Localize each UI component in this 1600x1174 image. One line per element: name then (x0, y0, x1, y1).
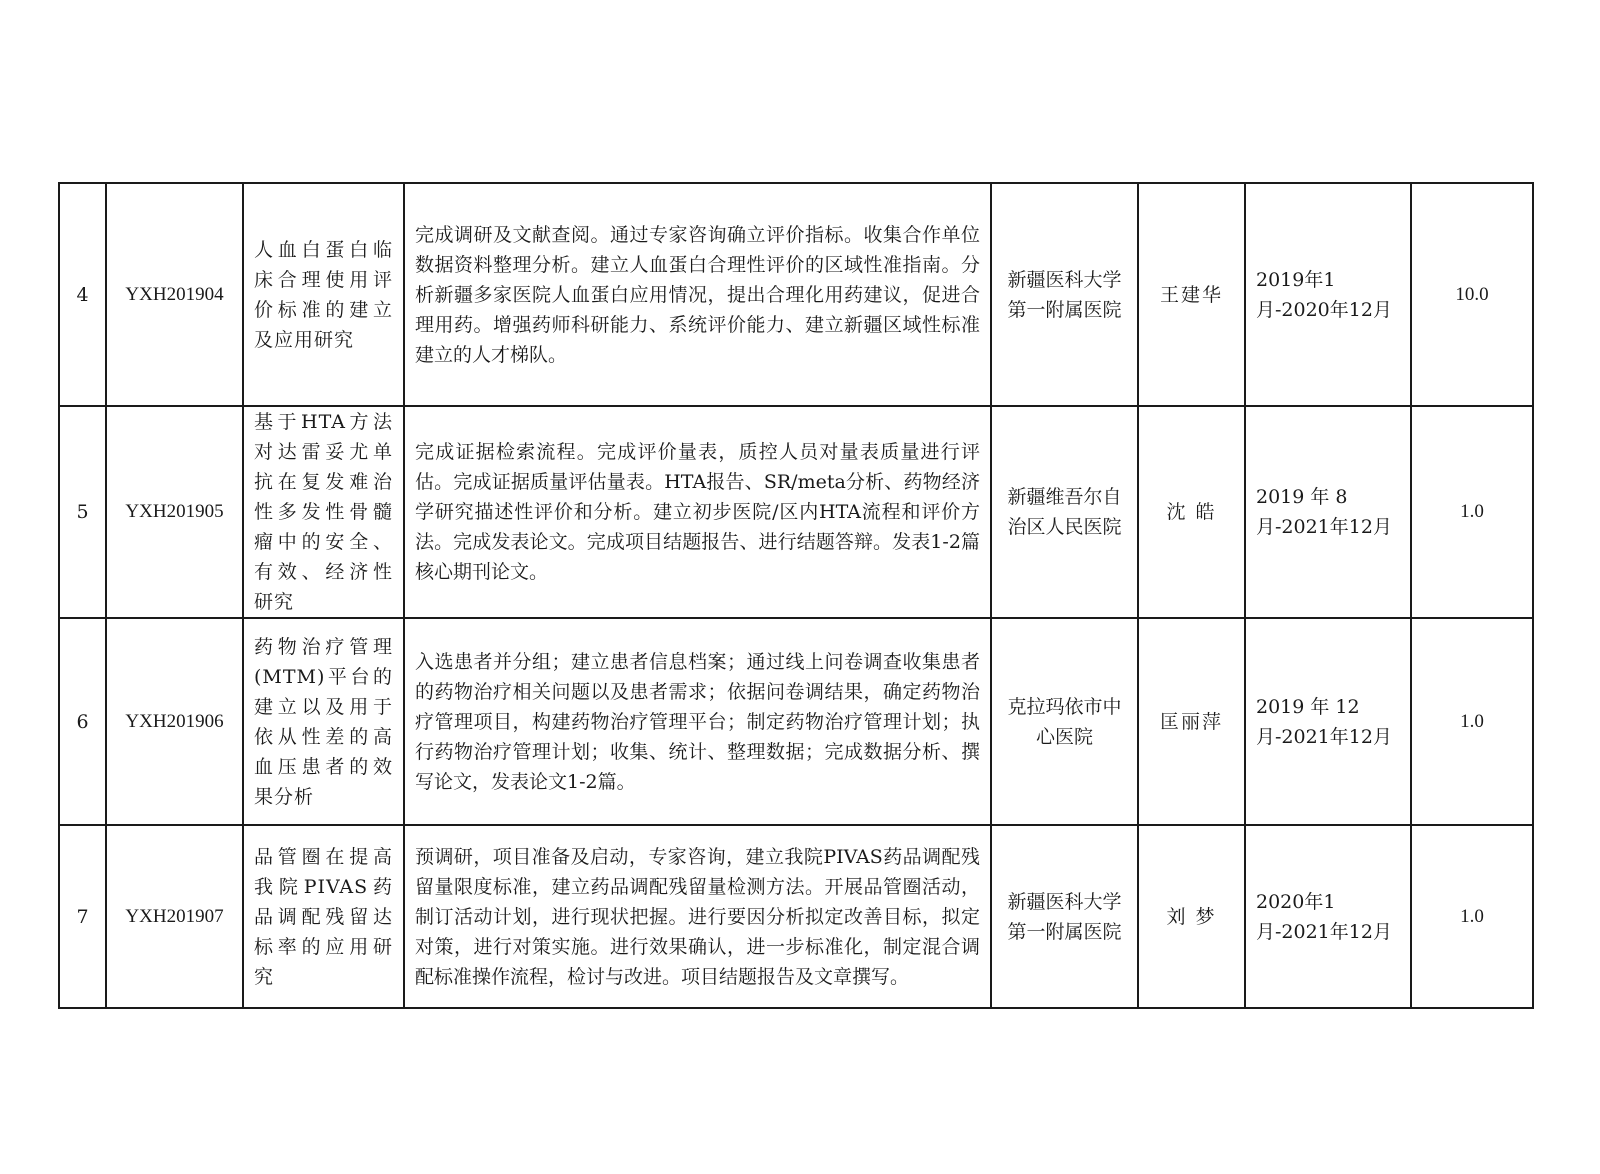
project-leader: 王建华 (1138, 183, 1245, 406)
project-period: 2020年1月-2021年12月 (1245, 825, 1411, 1008)
project-leader: 刘 梦 (1138, 825, 1245, 1008)
project-title: 人血白蛋白临床合理使用评价标准的建立及应用研究 (243, 183, 404, 406)
project-funding: 1.0 (1411, 618, 1533, 825)
project-organization: 克拉玛依市中心医院 (991, 618, 1138, 825)
row-number: 7 (59, 825, 106, 1008)
project-content: 完成证据检索流程。完成评价量表，质控人员对量表质量进行评估。完成证据质量评估量表。HTA报告、SR/meta分析、药物经济学研究描述性评价和分析。建立初步医院/区内HTA流程和评价方法。完成发表论文。完成项目结题报告、进行结题答辩。发表1-2篇核心期刊论文。 (404, 406, 991, 618)
project-code: YXH201904 (106, 183, 243, 406)
row-number: 5 (59, 406, 106, 618)
project-organization: 新疆医科大学第一附属医院 (991, 183, 1138, 406)
table-row (59, 618, 1533, 825)
project-content: 入选患者并分组；建立患者信息档案；通过线上问卷调查收集患者的药物治疗相关问题以及患者需求；依据问卷调结果，确定药物治疗管理项目，构建药物治疗管理平台；制定药物治疗管理计划；执行药物治疗管理计划；收集、统计、整理数据；完成数据分析、撰写论文，发表论文1-2篇。 (404, 618, 991, 825)
project-leader: 沈 皓 (1138, 406, 1245, 618)
project-code: YXH201905 (106, 406, 243, 618)
table-row (59, 406, 1533, 618)
project-leader: 匡丽萍 (1138, 618, 1245, 825)
project-period: 2019 年 12 月-2021年12月 (1245, 618, 1411, 825)
project-code: YXH201907 (106, 825, 243, 1008)
projects-table (58, 182, 1534, 1009)
row-number: 6 (59, 618, 106, 825)
project-period: 2019年1月-2020年12月 (1245, 183, 1411, 406)
project-title: 品管圈在提高我院PIVAS药品调配残留达标率的应用研究 (243, 825, 404, 1008)
table-row (59, 825, 1533, 1008)
project-content: 预调研，项目准备及启动，专家咨询，建立我院PIVAS药品调配残留量限度标准，建立药品调配残留量检测方法。开展品管圈活动，制订活动计划，进行现状把握。进行要因分析拟定改善目标，拟定对策，进行对策实施。进行效果确认，进一步标准化，制定混合调配标准操作流程，检讨与改进。项目结题报告及文章撰写。 (404, 825, 991, 1008)
project-funding: 1.0 (1411, 406, 1533, 618)
project-content: 完成调研及文献查阅。通过专家咨询确立评价指标。收集合作单位数据资料整理分析。建立人血蛋白合理性评价的区域性准指南。分析新疆多家医院人血蛋白应用情况，提出合理化用药建议，促进合理用药。增强药师科研能力、系统评价能力、建立新疆区域性标准建立的人才梯队。 (404, 183, 991, 406)
project-title: 药物治疗管理(MTM)平台的建立以及用于依从性差的高血压患者的效果分析 (243, 618, 404, 825)
project-organization: 新疆医科大学第一附属医院 (991, 825, 1138, 1008)
project-funding: 10.0 (1411, 183, 1533, 406)
project-period: 2019 年 8 月-2021年12月 (1245, 406, 1411, 618)
project-code: YXH201906 (106, 618, 243, 825)
table-row (59, 183, 1533, 406)
row-number: 4 (59, 183, 106, 406)
project-title: 基于HTA方法对达雷妥尤单抗在复发难治性多发性骨髓瘤中的安全、有效、经济性研究 (243, 406, 404, 618)
project-organization: 新疆维吾尔自治区人民医院 (991, 406, 1138, 618)
project-funding: 1.0 (1411, 825, 1533, 1008)
